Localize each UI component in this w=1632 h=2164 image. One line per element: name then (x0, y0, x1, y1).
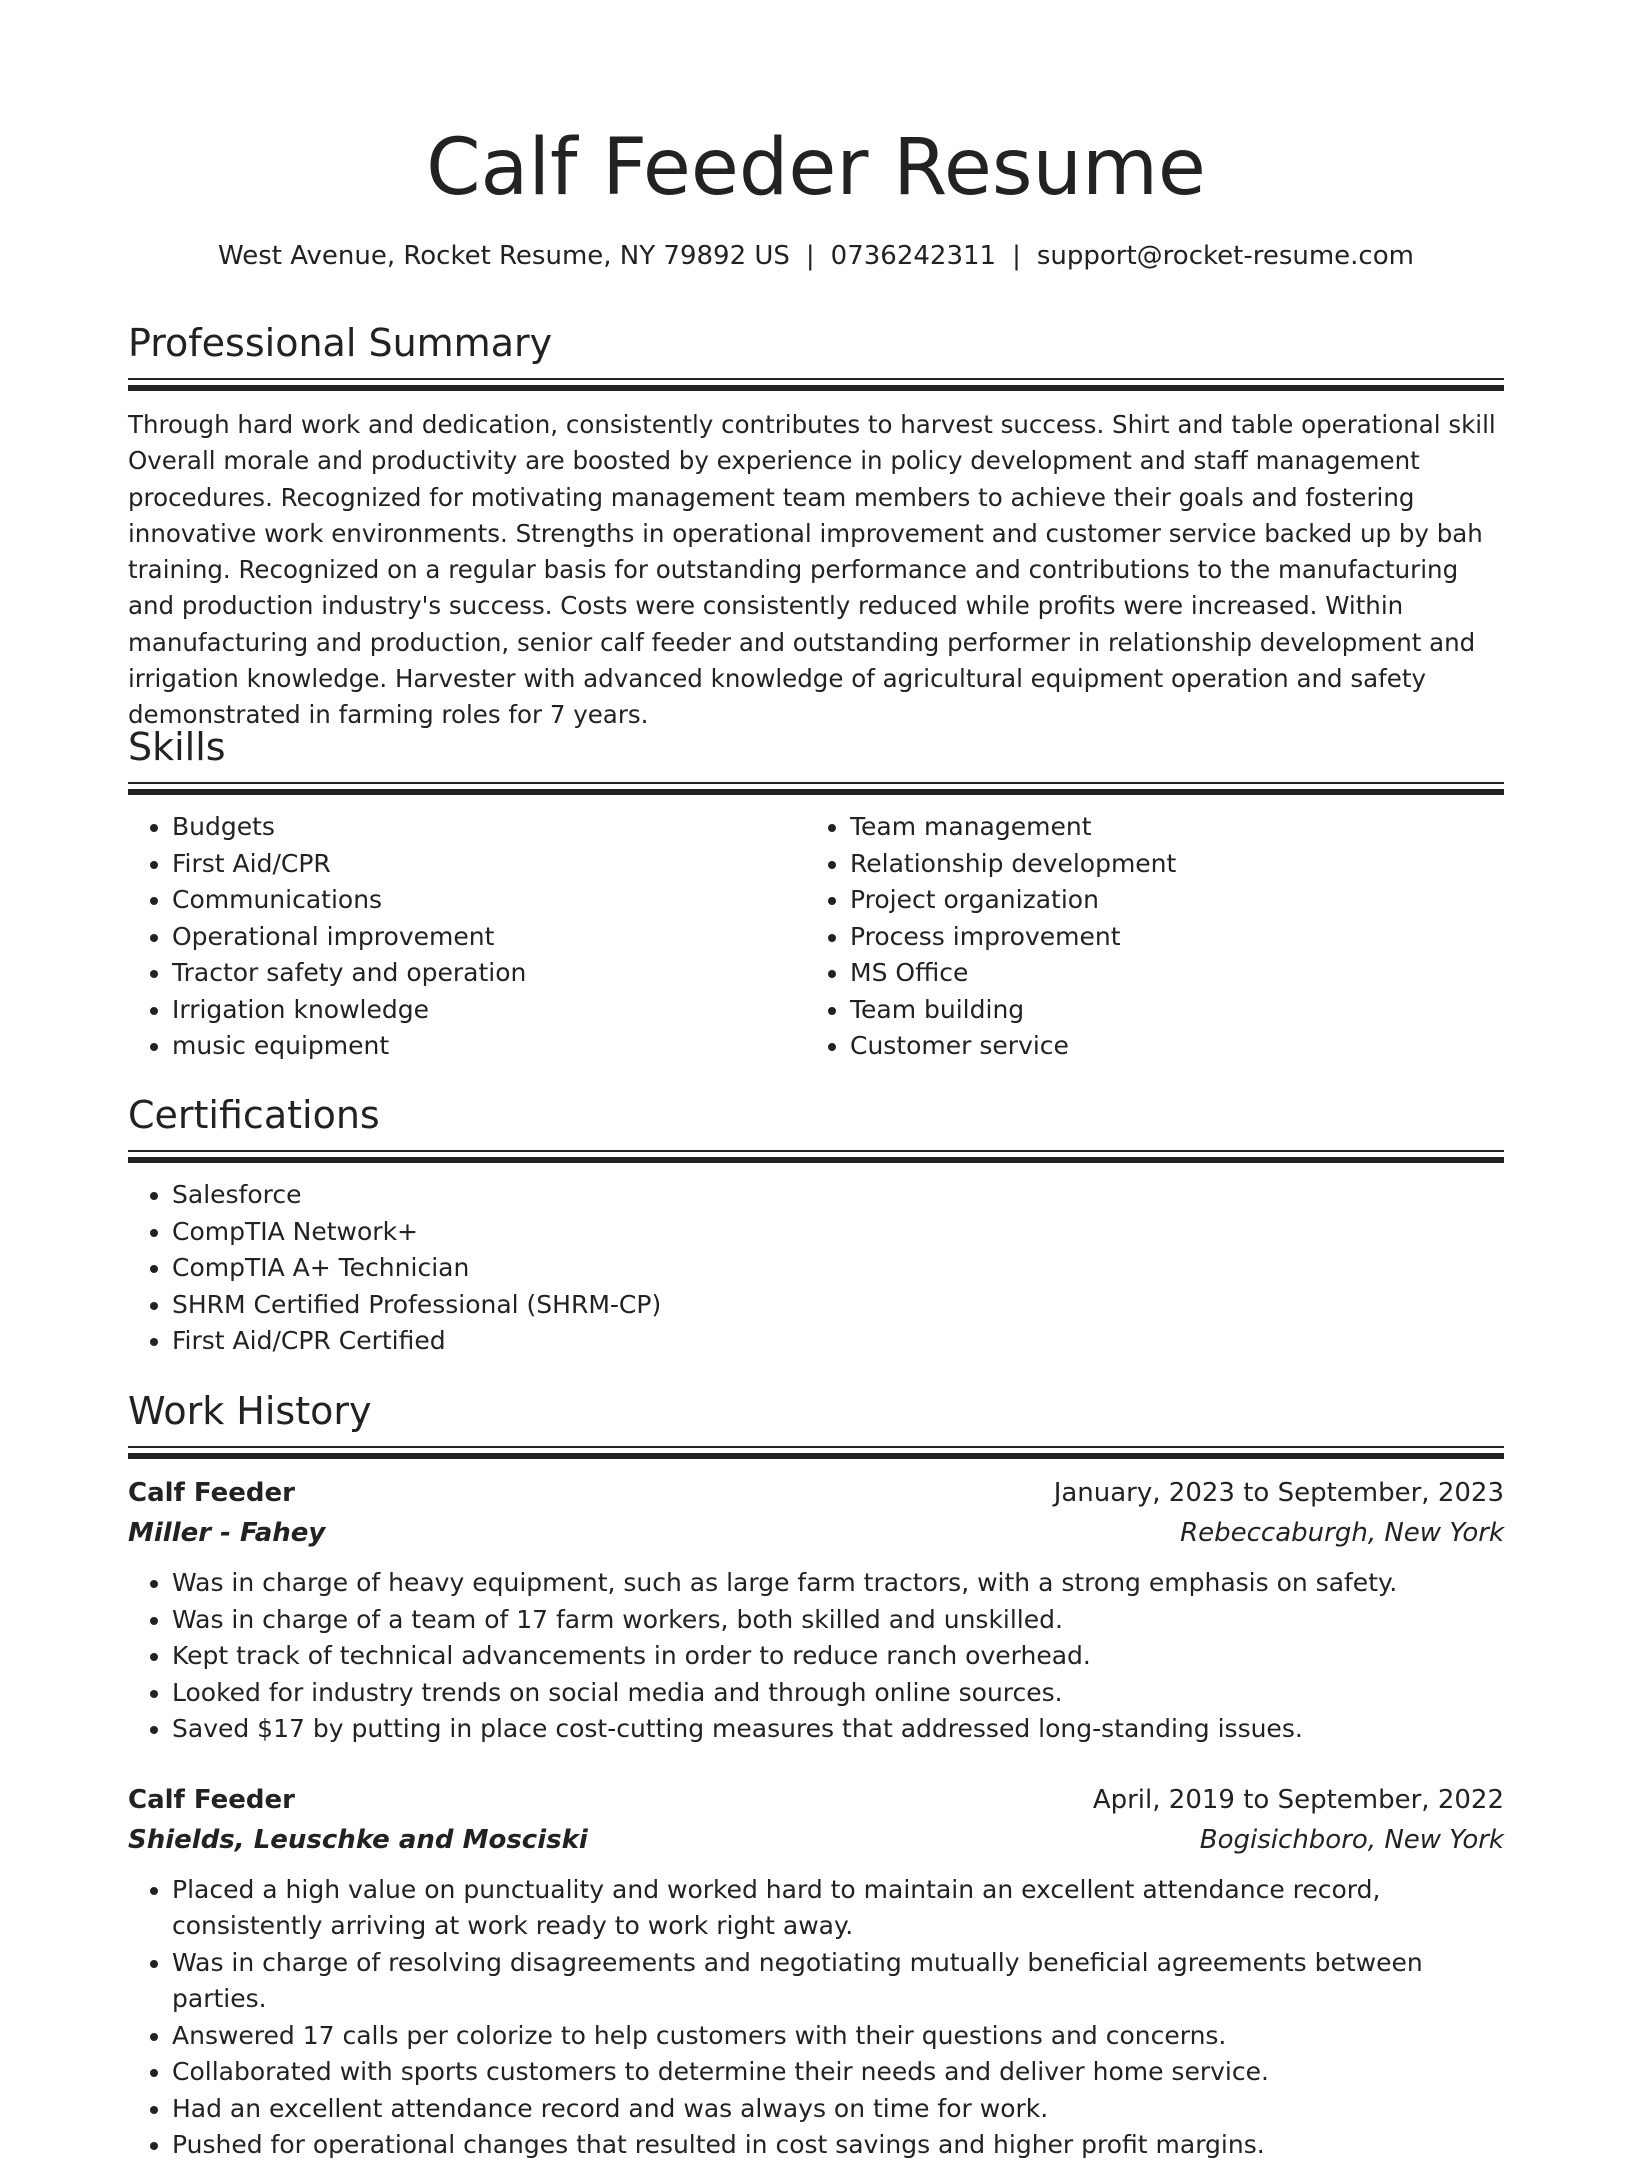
section-divider (128, 1157, 1504, 1163)
certification-item: • First Aid/CPR Certified (172, 1323, 1504, 1360)
skills-right-column (806, 809, 1484, 1065)
job-sub-row (128, 1513, 1504, 1553)
job-bullet: • Had an excellent attendance record and was always on time for work. (172, 2091, 1504, 2128)
certifications-section (128, 1090, 1504, 1360)
job-bullet: • Was in charge of resolving disagreements and negotiating mutually beneficial agreements between parties. (172, 1945, 1504, 2018)
skill-item: • Communications (172, 882, 806, 919)
certification-item: • Salesforce (172, 1177, 1504, 1214)
skills-left-column (128, 809, 806, 1065)
job-company: Shields, Leuschke and Mosciski (128, 1824, 588, 1855)
section-divider (128, 385, 1504, 391)
section-divider (128, 378, 1504, 380)
resume-title: Calf Feeder Resume (426, 123, 1206, 213)
job-entry (128, 1473, 1504, 1748)
job-entry (128, 1780, 1504, 2164)
skill-item: • Team building (850, 992, 1484, 1029)
job-title: Calf Feeder (128, 1478, 295, 1508)
certification-item: • CompTIA A+ Technician (172, 1250, 1504, 1287)
skill-item: • Relationship development (850, 846, 1484, 883)
job-bullet: • Pushed for operational changes that resulted in cost savings and higher profit margins. (172, 2127, 1504, 2164)
job-company: Miller - Fahey (128, 1518, 326, 1548)
skill-item: • Team management (850, 809, 1484, 846)
job-bullet: • Looked for industry trends on social media and through online sources. (172, 1675, 1504, 1712)
skill-item: • First Aid/CPR (172, 846, 806, 883)
certification-item: • SHRM Certified Professional (SHRM-CP) (172, 1287, 1504, 1324)
job-dates: January, 2023 to September, 2023 (1053, 1478, 1504, 1508)
job-location: Rebeccaburgh, New York (1180, 1518, 1504, 1548)
section-divider (128, 1150, 1504, 1152)
work-history-section (128, 1386, 1504, 2164)
skill-item: • music equipment (172, 1028, 806, 1065)
job-bullet: • Saved $17 by putting in place cost-cutting measures that addressed long-standing issues. (172, 1711, 1504, 1748)
job-bullet: • Placed a high value on punctuality and worked hard to maintain an excellent attendance record, consistently arriving at work ready to work right away. (172, 1872, 1504, 1945)
contact-phone: 0736242311 (830, 241, 997, 271)
job-bullet: • Kept track of technical advancements in order to reduce ranch overhead. (172, 1638, 1504, 1675)
job-location: Bogisichboro, New York (1199, 1824, 1504, 1855)
section-divider (128, 1446, 1504, 1448)
summary-section (128, 318, 1504, 734)
contact-separator: | (1012, 241, 1021, 271)
job-dates: April, 2019 to September, 2022 (1092, 1784, 1504, 1815)
contact-email: support@rocket-resume.com (1036, 241, 1414, 271)
skill-item: • Process improvement (850, 919, 1484, 956)
skill-item: • Budgets (172, 809, 806, 846)
section-divider (128, 1453, 1504, 1459)
skills-section (128, 722, 1504, 1065)
job-sub-row (128, 1820, 1504, 1860)
skill-item: • Irrigation knowledge (172, 992, 806, 1029)
certification-item: • CompTIA Network+ (172, 1214, 1504, 1251)
skill-item: • Project organization (850, 882, 1484, 919)
skill-item: • MS Office (850, 955, 1484, 992)
skill-item: • Tractor safety and operation (172, 955, 806, 992)
skill-item: • Customer service (850, 1028, 1484, 1065)
job-title: Calf Feeder (128, 1784, 295, 1815)
skill-item: • Operational improvement (172, 919, 806, 956)
job-bullet: • Answered 17 calls per colorize to help customers with their questions and concerns. (172, 2018, 1504, 2055)
job-header-row (128, 1473, 1504, 1513)
certifications-heading: Certifications (128, 1093, 380, 1137)
contact-address: West Avenue, Rocket Resume, NY 79892 US (218, 241, 790, 271)
job-header-row (128, 1780, 1504, 1820)
skills-heading: Skills (128, 725, 226, 769)
contact-separator: | (805, 241, 815, 271)
job-bullet: • Collaborated with sports customers to determine their needs and deliver home service. (172, 2054, 1504, 2091)
skills-columns (128, 809, 1504, 1065)
work-history-heading: Work History (128, 1389, 372, 1433)
job-bullet: • Was in charge of heavy equipment, such as large farm tractors, with a strong emphasis on safety. (172, 1565, 1504, 1602)
section-divider (128, 782, 1504, 784)
section-divider (128, 789, 1504, 795)
contact-line (0, 238, 1632, 274)
summary-heading: Professional Summary (128, 321, 553, 365)
job-bullet: • Was in charge of a team of 17 farm workers, both skilled and unskilled. (172, 1602, 1504, 1639)
summary-text: Through hard work and dedication, consistently contributes to harvest success. Shirt and table operational skill Overall morale and productivity are boosted by experience in policy development and staff management procedures. Recognized for motivating management team members to achieve their goals and fostering innovative work environments. Strengths in operational improvement and customer service backed up by bah training. Recognized on a regular basis for outstanding performance and contributions to the manufacturing and production industry's success. Costs were consistently reduced while profits were increased. Within manufacturing and production, senior calf feeder and outstanding performer in relationship development and irrigation knowledge. Harvester with advanced knowledge of agricultural equipment operation and safety demonstrated in farming roles for 7 years. (128, 410, 1496, 730)
